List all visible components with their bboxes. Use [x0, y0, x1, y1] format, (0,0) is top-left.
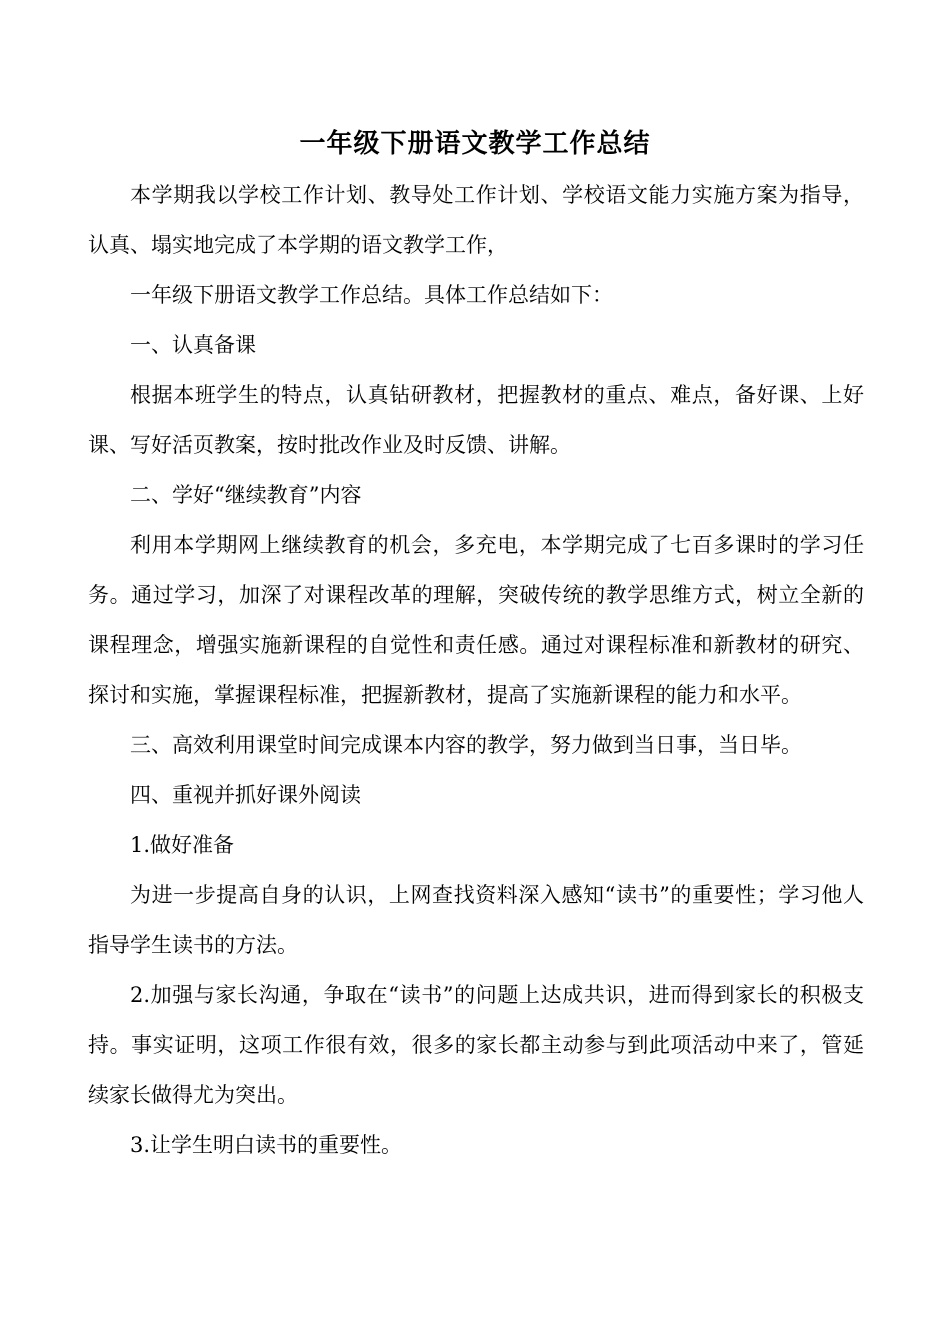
subsection-1-paragraph: 为进一步提高自身的认识，上网查找资料深入感知“读书”的重要性；学习他人指导学生读书的方法。	[88, 883, 864, 957]
section-1-paragraph: 根据本班学生的特点，认真钻研教材，把握教材的重点、难点，备好课、上好课、写好活页教案，按时批改作业及时反馈、讲解。	[88, 383, 864, 457]
section-heading-1: 一、认真备课	[130, 333, 256, 357]
summary-lead-paragraph: 一年级下册语文教学工作总结。具体工作总结如下：	[130, 283, 613, 307]
section-heading-4: 四、重视并抓好课外阅读	[130, 783, 361, 807]
section-heading-2: 二、学好“继续教育”内容	[130, 483, 362, 507]
document-title: 一年级下册语文教学工作总结	[299, 129, 651, 159]
document-body	[88, 170, 864, 1170]
section-2-paragraph: 利用本学期网上继续教育的机会，多充电，本学期完成了七百多课时的学习任务。通过学习，加深了对课程改革的理解，突破传统的教学思维方式，树立全新的课程理念，增强实施新课程的自觉性和责任感。通过对课程标准和新教材的研究、探讨和实施，掌握课程标准，把握新教材，提高了实施新课程的能力和水平。	[88, 533, 864, 707]
subsection-2-paragraph: 2.加强与家长沟通，争取在“读书”的问题上达成共识，进而得到家长的积极支持。事实证明，这项工作很有效，很多的家长都主动参与到此项活动中来了，管延续家长做得尤为突出。	[88, 983, 864, 1107]
subsection-1-heading: 1.做好准备	[130, 833, 235, 857]
section-heading-3: 三、高效利用课堂时间完成课本内容的教学，努力做到当日事，当日毕。	[130, 733, 802, 757]
subsection-3-paragraph: 3.让学生明白读书的重要性。	[130, 1133, 403, 1157]
intro-paragraph: 本学期我以学校工作计划、教导处工作计划、学校语文能力实施方案为指导，认真、塌实地完成了本学期的语文教学工作，	[88, 183, 864, 257]
